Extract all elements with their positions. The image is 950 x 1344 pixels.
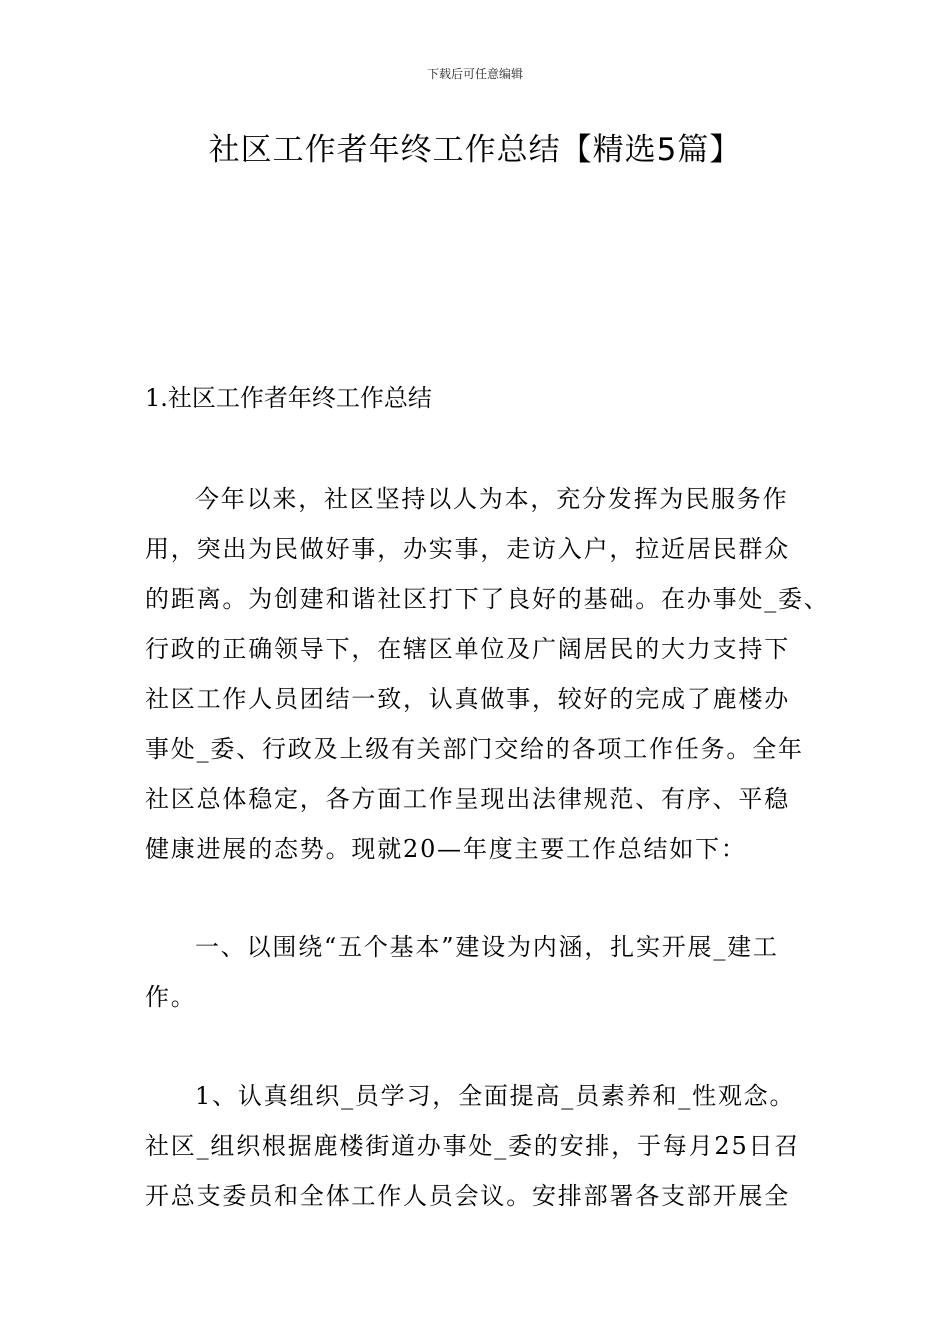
paragraph-item-1 xyxy=(145,1071,825,1221)
paragraph-subheading xyxy=(145,922,825,1022)
paragraph-line: 社区工作人员团结一致，认真做事，较好的完成了鹿楼办 xyxy=(145,685,790,713)
paragraph-line: 作。 xyxy=(145,983,197,1011)
document-title: 社区工作者年终工作总结【精选5篇】 xyxy=(208,132,742,168)
paragraph-line: 一、以围绕“五个基本”建设为内涵，扎实开展_建工 xyxy=(195,933,779,961)
paragraph-line: 今年以来，社区坚持以人为本，充分发挥为民服务作 xyxy=(195,485,789,513)
section-heading: 1.社区工作者年终工作总结 xyxy=(145,384,432,412)
paragraph-line: 行政的正确领导下，在辖区单位及广阔居民的大力支持下 xyxy=(145,635,790,663)
paragraph-intro xyxy=(145,474,830,874)
paragraph-line: 社区总体稳定，各方面工作呈现出法律规范、有序、平稳 xyxy=(145,785,790,813)
paragraph-line: 开总支委员和全体工作人员会议。安排部署各支部开展全 xyxy=(145,1182,790,1210)
header-note: 下载后可任意编辑 xyxy=(426,67,523,81)
paragraph-line: 用，突出为民做好事，办实事，走访入户，拉近居民群众 xyxy=(145,535,790,563)
paragraph-line: 社区_组织根据鹿楼街道办事处_委的安排，于每月25日召 xyxy=(145,1132,801,1160)
paragraph-line: 1、认真组织_员学习，全面提高_员素养和_性观念。 xyxy=(195,1082,796,1110)
paragraph-line: 事处_委、行政及上级有关部门交给的各项工作任务。全年 xyxy=(145,735,804,763)
paragraph-line: 健康进展的态势。现就20—年度主要工作总结如下： xyxy=(145,835,747,863)
paragraph-line: 的距离。为创建和谐社区打下了良好的基础。在办事处_委、 xyxy=(145,585,830,613)
